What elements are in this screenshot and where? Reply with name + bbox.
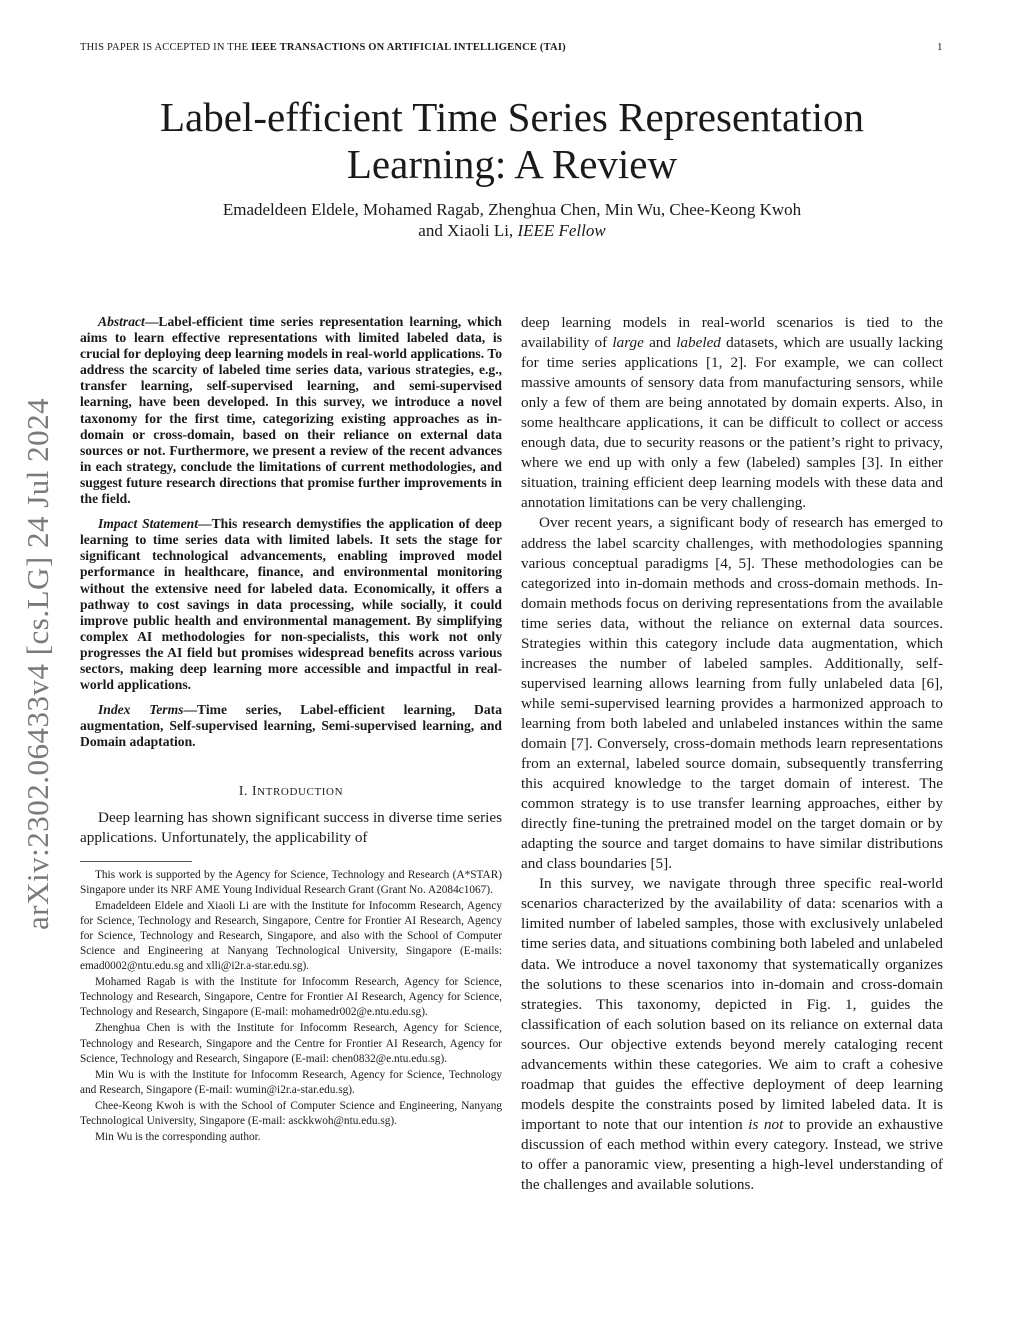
arxiv-stamp: arXiv:2302.06433v4 [cs.LG] 24 Jul 2024	[20, 397, 55, 930]
section-heading-introduction: I. INTRODUCTION	[238, 783, 344, 799]
footnote-funding: This work is supported by the Agency for Science, Technology and Research (A*STAR) Singapore under its NRF AME Young Individual Research Grant (Grant No. A2084c1067).	[80, 868, 502, 896]
footnote-affiliation: Zhenghua Chen is with the Institute for Infocomm Research, Agency for Science, Technology and Research, Singapore and the Centre for Frontier AI Research, Agency for Science, Technology and Research, Singapore (E-mail: chen0832@e.ntu.edu.sg).	[80, 1022, 502, 1065]
running-header: THIS PAPER IS ACCEPTED IN THE IEEE TRANSACTIONS ON ARTIFICIAL INTELLIGENCE (TAI)	[80, 42, 566, 53]
impact-label: Impact Statement	[98, 516, 198, 532]
left-column	[80, 314, 502, 1146]
body-paragraph: Over recent years, a significant body of research has emerged to address the label scarcity challenges, with methodologies spanning various conceptual paradigms [4, 5]. These methodologies can be categorized into in-domain methods and cross-domain methods. In-domain methods focus on deriving representations from the available time series data, without the reliance on external data sources. Strategies within this category include data augmentation, which increases the number of labeled samples. Additionally, self-supervised learning allows learning from fully unlabeled data [6], while semi-supervised learning provides a harmonized approach to learning from both labeled and unlabeled instances within the same domain [7]. Conversely, cross-domain methods learn representations from an external, labeled source domain, subsequently transferring this acquired knowledge to the target domain of interest. The common strategy is to use transfer learning approaches, either by directly fine-tuning the pretrained model on the target domain or by adapting the source and target domains to have similar distributions and class boundaries [5].	[521, 514, 943, 873]
footnote-rule	[80, 861, 192, 862]
abstract: Abstract—Label-efficient time series representation learning, which aims to learn effective representations with limited labeled data, is crucial for deploying deep learning models in real-world applications. To address the scarcity of labeled time series data, various strategies, e.g., transfer learning, self-supervised learning, and semi-supervised learning, have been developed. In this survey, we introduce a novel taxonomy for the first time, categorizing existing approaches as in-domain or cross-domain, based on their reliance on external data sources or not. Furthermore, we present a review of the recent advances in each strategy, conclude the limitations of current methodologies, and suggest future research directions that promise further improvements in the field.	[80, 314, 502, 507]
footnote-corresponding: Min Wu is the corresponding author.	[95, 1131, 261, 1144]
footnote-affiliation: Emadeldeen Eldele and Xiaoli Li are with the Institute for Infocomm Research, Agency for Science, Technology and Research, Singapore, Centre for Frontier AI Research, Agency for Science, Technology and Research, Singapore, and also with the School of Computer Science and Engineering at Nanyang Technological University, Singapore (E-mails: emad0002@ntu.edu.sg and xlli@i2r.a-star.edu.sg).	[80, 899, 502, 973]
body-paragraph: In this survey, we navigate through three specific real-world scenarios characterized by the availability of data: scenarios with a limited number of labeled samples, those with exclusively unlabeled time series data, and situations combining both labeled and unlabeled data. We introduce a novel taxonomy that systematically organizes the solutions to these scenarios into in-domain and cross-domain strategies. This taxonomy, depicted in Fig. 1, guides the classification of each solution based on its reliance on external data sources. Our objective extends beyond merely cataloging recent advancements within these categories. We aim to craft a cohesive roadmap that guides the effective deployment of deep learning models despite the constraints posed by limited labeled data. It is important to note that our intention is not to provide an exhaustive discussion of each method within every category. Instead, we strive to offer a panoramic view, presenting a high-level understanding of the challenges and available solutions.	[521, 875, 943, 1194]
right-column	[521, 313, 943, 1195]
author-role: IEEE Fellow	[517, 221, 606, 240]
impact-statement: Impact Statement—This research demystifies the application of deep learning to time series data with limited labels. It sets the stage for significant technological advancements, enabling improved model performance in healthcare, finance, and environmental monitoring without the extensive need for labeled data. Economically, it offers a pathway to cost savings in data processing, while socially, it could improve public health and environmental management. By simplifying complex AI methodologies for non-specialists, this work not only progresses the AI field but promises widespread benefits across various sectors, making deep learning more accessible and impactful in real-world applications.	[80, 516, 503, 693]
journal-name: IEEE TRANSACTIONS ON ARTIFICIAL INTELLIGENCE (TAI)	[251, 42, 566, 53]
paper-title: Label-efficient Time Series Representation Learning: A Review	[159, 94, 865, 187]
abstract-label: Abstract	[98, 314, 145, 329]
footnote-affiliation: Min Wu is with the Institute for Infocomm Research, Agency for Science, Technology and Research, Singapore (E-mail: wumin@i2r.a-star.edu.sg).	[80, 1068, 502, 1096]
footnote-affiliation: Chee-Keong Kwoh is with the School of Computer Science and Engineering, Nanyang Technological University, Singapore (E-mail: asckkwoh@ntu.edu.sg).	[80, 1099, 502, 1128]
index-terms-label: Index Terms	[98, 702, 184, 718]
page-number: 1	[937, 41, 943, 53]
index-terms: Index Terms—Time series, Label-efficient learning, Data augmentation, Self-supervised learning, Semi-supervised learning, and Domain adaptation.	[80, 702, 502, 750]
footnote-affiliation: Mohamed Ragab is with the Institute for Infocomm Research, Agency for Science, Technology and Research, Singapore, Centre for Frontier AI Research, Agency for Science, Technology and Research, Singapore (E-mail: mohamedr002@e.ntu.edu.sg).	[80, 976, 502, 1019]
author-list: Emadeldeen Eldele, Mohamed Ragab, Zhenghua Chen, Min Wu, Chee-Keong Kwoh and Xiaoli Li, IEEE Fellow	[222, 200, 802, 240]
body-paragraph: deep learning models in real-world scenarios is tied to the availability of large and labeled datasets, which are usually lacking for time series applications [1, 2]. For example, we can collect massive amounts of sensory data from manufacturing sensors, while only a few of them are being annotated by domain experts. Also, in some healthcare applications, it can be difficult to collect or access enough data, due to security reasons or the patient’s right to privacy, where we end up with only a few (labeled) samples [3]. In either situation, training efficient deep learning models with these data and annotation limitations can be very challenging.	[521, 314, 943, 512]
intro-paragraph-start: Deep learning has shown significant success in diverse time series applications. Unfortunately, the applicability of	[80, 809, 502, 847]
